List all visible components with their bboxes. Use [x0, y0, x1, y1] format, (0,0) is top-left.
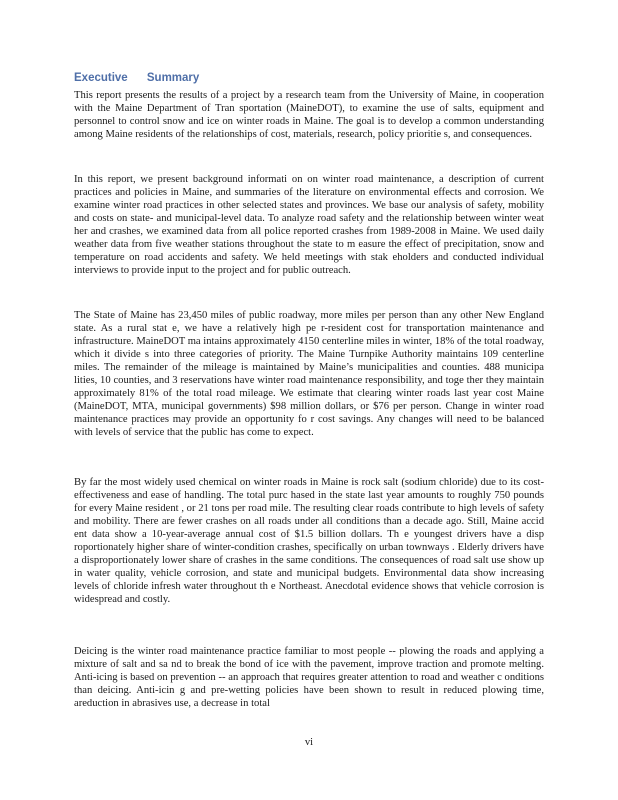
paragraph-roadways: The State of Maine has 23,450 miles of public roadway, more miles per person than any other New England state. As a rural stat e, we have a relatively high pe r-resident cost for transportation maintenance and infrastructure. MaineDOT ma intains approximately 4150 centerline miles in winter, 18% of the total roadway, which it divide s into three categories of priority. The Maine Turnpike Authority maintains 109 centerline miles. The remainder of the mileage is maintained by Maine’s municipalities and counties. 488 municipa lities, 10 counties, and 3 reservations have winter road maintenance responsibility, and toge ther they maintain approximately 81% of the total road mileage. We estimate that clearing winter roads last year cost Maine (MaineDOT, MTA, municipal governments) $98 million dollars, or $76 per person. Change in winter road maintenance practices may provide an opportunity fo r cost savings. Any changes will need to be balanced with levels of service that the public has come to expect. — [74, 310, 544, 438]
paragraph-rock-salt: By far the most widely used chemical on winter roads in Maine is rock salt (sodium chloride) due to its cost-effectiveness and ease of handling. The total purc hased in the state last year amounts to roughly 750 pounds for every Maine resident , or 21 tons per road mile. The resulting clear roads contribute to high levels of safety and mobility. There are fewer crashes on all roads under all conditions than a decade ago. Still, Maine accid ent data show a 10-year-average annual cost of $1.5 billion dollars. Th e youngest drivers have a disp roportionately higher share of winter-condition crashes, specifically on urban townways . Elderly drivers have a disproportionately lower share of crashes in the same conditions. The consequences of road salt use show up in water quality, vehicle corrosion, and state and municipal budgets. Environmental data show increasing levels of chloride infresh water throughout th e Northeast. Anecdotal evidence shows that vehicle corrosion is widespread and costly. — [74, 477, 544, 605]
paragraph-intro: This report presents the results of a project by a research team from the University of Maine, in cooperation with the Maine Department of Tran sportation (MaineDOT), to examine the use of salts, equipment and personnel to control snow and ice on winter roads in Maine. The goal is to develop a common understanding among Maine residents of the relationships of cost, materials, research, policy prioritie s, and consequences. — [74, 90, 544, 140]
paragraph-deicing: Deicing is the winter road maintenance practice familiar to most people -- plowing the roads and applying a mixture of salt and sa nd to break the bond of ice with the pavement, improve traction and promote melting. Anti-icing is based on prevention -- an approach that requires greater attention to road and weather c onditions than deicing. Anti-icin g and pre-wetting policies have been shown to result in reduced plowing time, areduction in abrasives use, a decrease in total — [74, 646, 544, 709]
paragraph-methods: In this report, we present background informati on on winter road maintenance, a description of current practices and policies in Maine, and summaries of the literature on environmental effects and corrosion. We examine winter road practices in other selected states and provinces. We base our analysis of safety, mobility and costs on state- and municipal-level data. To analyze road safety and the relationship between winter weat her and crashes, we examined data from all police reported crashes from 1989-2008 in Maine. We used daily weather data from five weather stations throughout the state to m easure the effect of precipitation, snow and temperature on road accidents and safety. We held meetings with stak eholders and conducted individual interviews to provide input to the project and for public outreach. — [74, 174, 544, 276]
page-number: vi — [304, 737, 314, 748]
section-heading: Executive Summary — [74, 72, 200, 84]
